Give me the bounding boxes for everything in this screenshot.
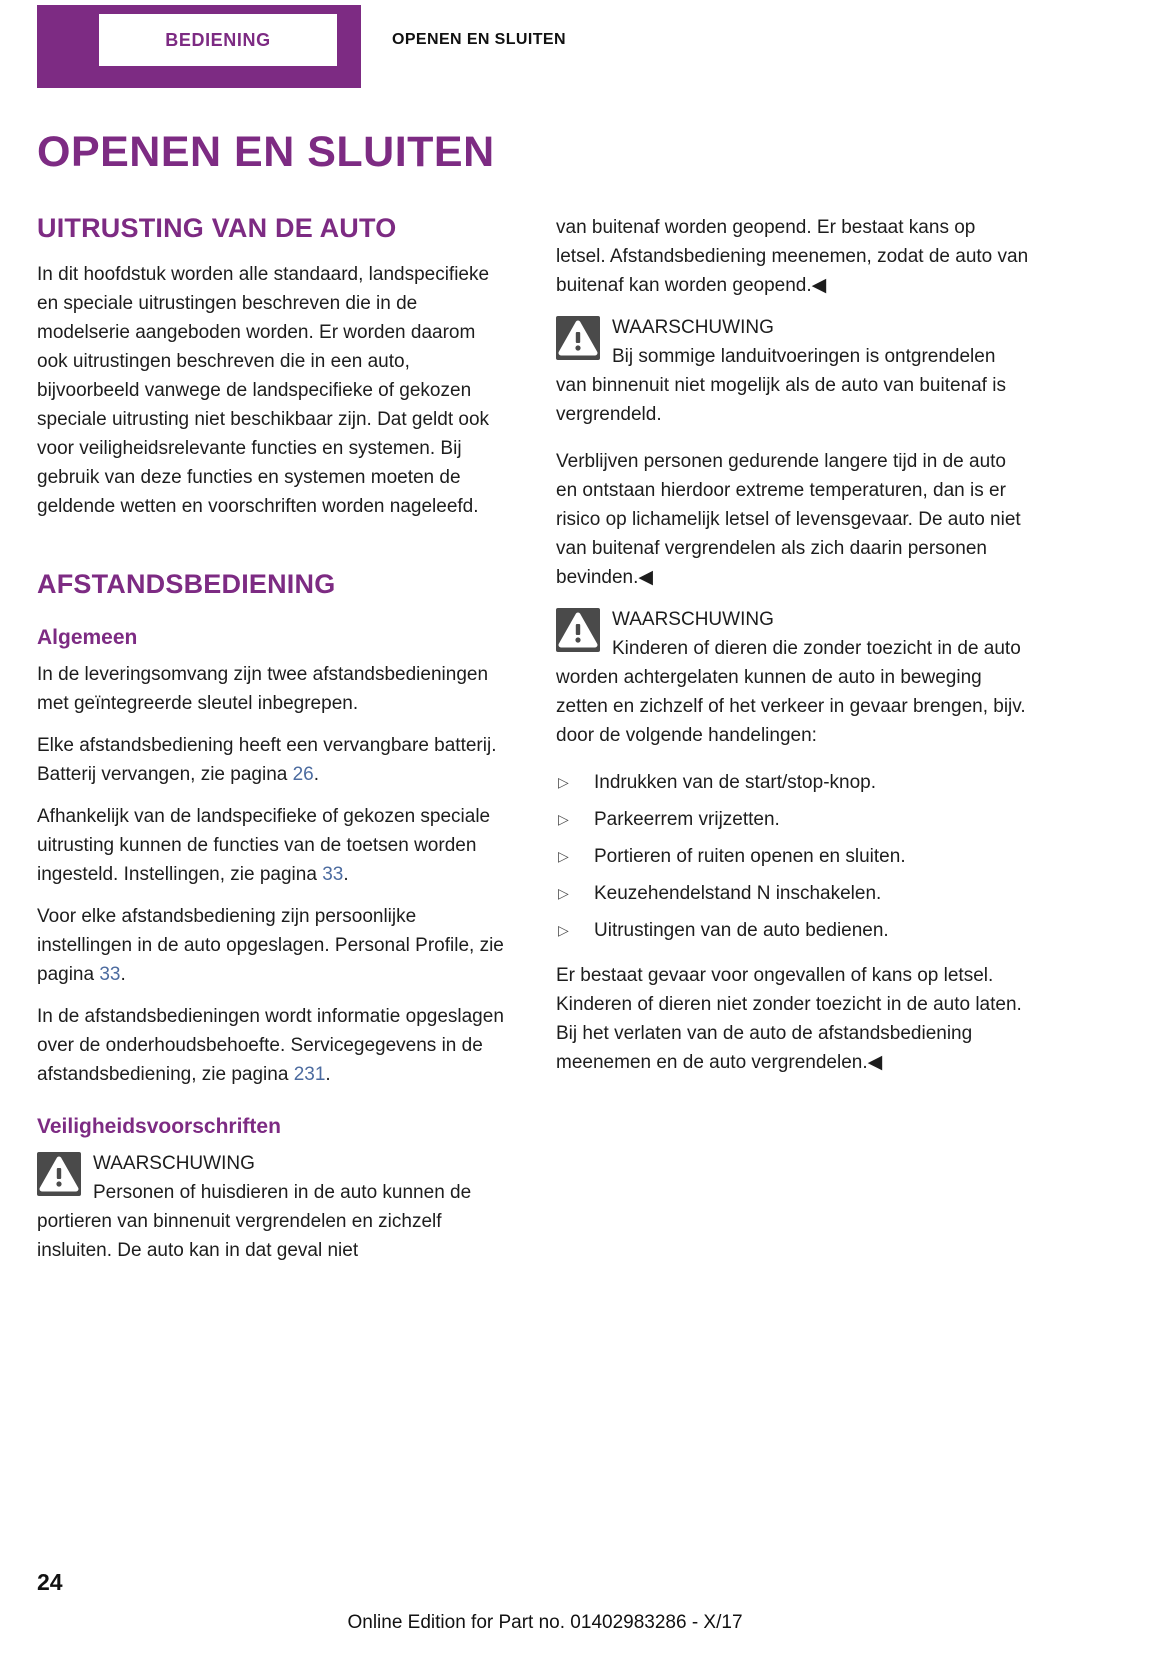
list-item	[556, 805, 1029, 834]
warning-icon	[556, 316, 600, 360]
paragraph-text: .	[343, 864, 349, 886]
chapter-tab-bar	[37, 5, 361, 88]
paragraph: van buitenaf worden geopend. Er bestaat kans op letsel. Afstandsbediening meenemen, zodat de auto van buitenaf kan worden geopend.◀	[556, 217, 1029, 297]
paragraph: In de leveringsomvang zijn twee afstandsbedieningen met geïntegreerde sleutel inbegrepen.	[37, 664, 489, 715]
page-reference-link[interactable]: 26	[292, 764, 314, 786]
paragraph	[37, 1002, 510, 1089]
warning-block	[556, 313, 1029, 429]
right-column	[556, 213, 1029, 1090]
paragraph-text: Afhankelijk van de landspecifieke of gekozen speciale uitrusting kunnen de functies van de toetsen worden ingesteld. Instellingen, zie pagina	[37, 806, 491, 886]
list-item-text: Portieren of ruiten openen en sluiten.	[594, 846, 906, 868]
page-reference-link[interactable]: 231	[293, 1064, 326, 1086]
list-item	[556, 768, 1029, 797]
running-header: OPENEN EN SLUITEN	[392, 31, 566, 48]
triangle-bullet-icon: ▷	[558, 885, 569, 902]
paragraph	[37, 802, 510, 889]
section-heading-equipment: UITRUSTING VAN DE AUTO	[37, 213, 397, 244]
list-item-text: Keuzehendelstand N inschakelen.	[594, 883, 882, 905]
list-item	[556, 916, 1029, 945]
warning-block	[37, 1149, 510, 1265]
paragraph-text: Voor elke afstandsbediening zijn persoonlijke instellingen in de auto opgeslagen. Personal Profile, zie pagina	[37, 906, 504, 986]
page-reference-link[interactable]: 33	[99, 964, 121, 986]
subheading-safety: Veiligheidsvoorschriften	[37, 1115, 281, 1139]
paragraph-text: Elke afstandsbediening heeft een vervangbare batterij. Batterij vervangen, zie pagina	[37, 735, 497, 786]
warning-label: WAARSCHUWING	[612, 317, 774, 339]
page-number: 24	[37, 1569, 63, 1595]
triangle-bullet-icon: ▷	[558, 811, 569, 828]
paragraph-text: .	[313, 764, 320, 786]
triangle-bullet-icon: ▷	[558, 922, 569, 939]
edition-footer: Online Edition for Part no. 01402983286 - X/17	[347, 1612, 743, 1633]
list-item	[556, 879, 1029, 908]
paragraph-text: .	[325, 1064, 331, 1086]
chapter-tab	[99, 14, 337, 66]
warning-block	[556, 605, 1029, 750]
chapter-tab-label: BEDIENING	[165, 29, 271, 50]
paragraph-text: .	[120, 964, 126, 986]
section-heading-remote: AFSTANDSBEDIENING	[37, 569, 336, 600]
warning-label: WAARSCHUWING	[93, 1153, 255, 1175]
paragraph	[37, 902, 510, 989]
paragraph	[37, 731, 510, 789]
list-item-text: Parkeerrem vrijzetten.	[594, 809, 780, 831]
list-item	[556, 842, 1029, 871]
list-item-text: Uitrustingen van de auto bedienen.	[594, 920, 889, 942]
warning-text: Kinderen of dieren die zonder toezicht in de auto worden achtergelaten kunnen de auto in beweging zetten en zichzelf of het verkeer in gevaar brengen, bijv. door de volgende handelingen:	[556, 638, 1026, 747]
warning-text: Personen of huisdieren in de auto kunnen de portieren van binnenuit vergrendelen en zichzelf insluiten. De auto kan in dat geval niet	[37, 1182, 472, 1262]
warning-icon	[556, 608, 600, 652]
paragraph: Verblijven personen gedurende langere tijd in de auto en ontstaan hierdoor extreme temperaturen, dan is er risico op lichamelijk letsel of levensgevaar. De auto niet van buitenaf vergrendelen als zich daarin personen bevinden.◀	[556, 451, 1021, 589]
page-title: OPENEN EN SLUITEN	[37, 128, 495, 176]
paragraph-text: In de afstandsbedieningen wordt informatie opgeslagen over de onderhoudsbehoefte. Servicegegevens in de afstandsbediening, zie pagina	[37, 1006, 504, 1086]
action-list	[556, 768, 1029, 945]
list-item-text: Indrukken van de start/stop-knop.	[594, 772, 876, 794]
paragraph: In dit hoofdstuk worden alle standaard, landspecifieke en speciale uitrustingen beschreven die in de modelserie aangeboden worden. Er worden daarom ook uitrustingen beschreven die in een auto, bijvoorbeeld vanwege de landspecifieke of gekozen speciale uitrusting niet beschikbaar zijn. Dat geldt ook voor veiligheidsrelevante functies en systemen. Bij gebruik van deze functies en systemen moeten de geldende wetten en voorschriften worden nageleefd.	[37, 264, 490, 518]
page-reference-link[interactable]: 33	[322, 864, 344, 886]
two-column-layout	[37, 213, 1029, 1283]
subheading-general: Algemeen	[37, 626, 138, 650]
left-column	[37, 213, 510, 1283]
triangle-bullet-icon: ▷	[558, 848, 569, 865]
warning-icon	[37, 1152, 81, 1196]
paragraph: Er bestaat gevaar voor ongevallen of kans op letsel. Kinderen of dieren niet zonder toezicht in de auto laten. Bij het verlaten van de auto de afstandsbediening meenemen en de auto vergrendelen.◀	[556, 965, 1022, 1074]
triangle-bullet-icon: ▷	[558, 774, 569, 791]
warning-label: WAARSCHUWING	[612, 609, 774, 631]
warning-text: Bij sommige landuitvoeringen is ontgrendelen van binnenuit niet mogelijk als de auto van buitenaf is vergrendeld.	[556, 346, 1006, 426]
